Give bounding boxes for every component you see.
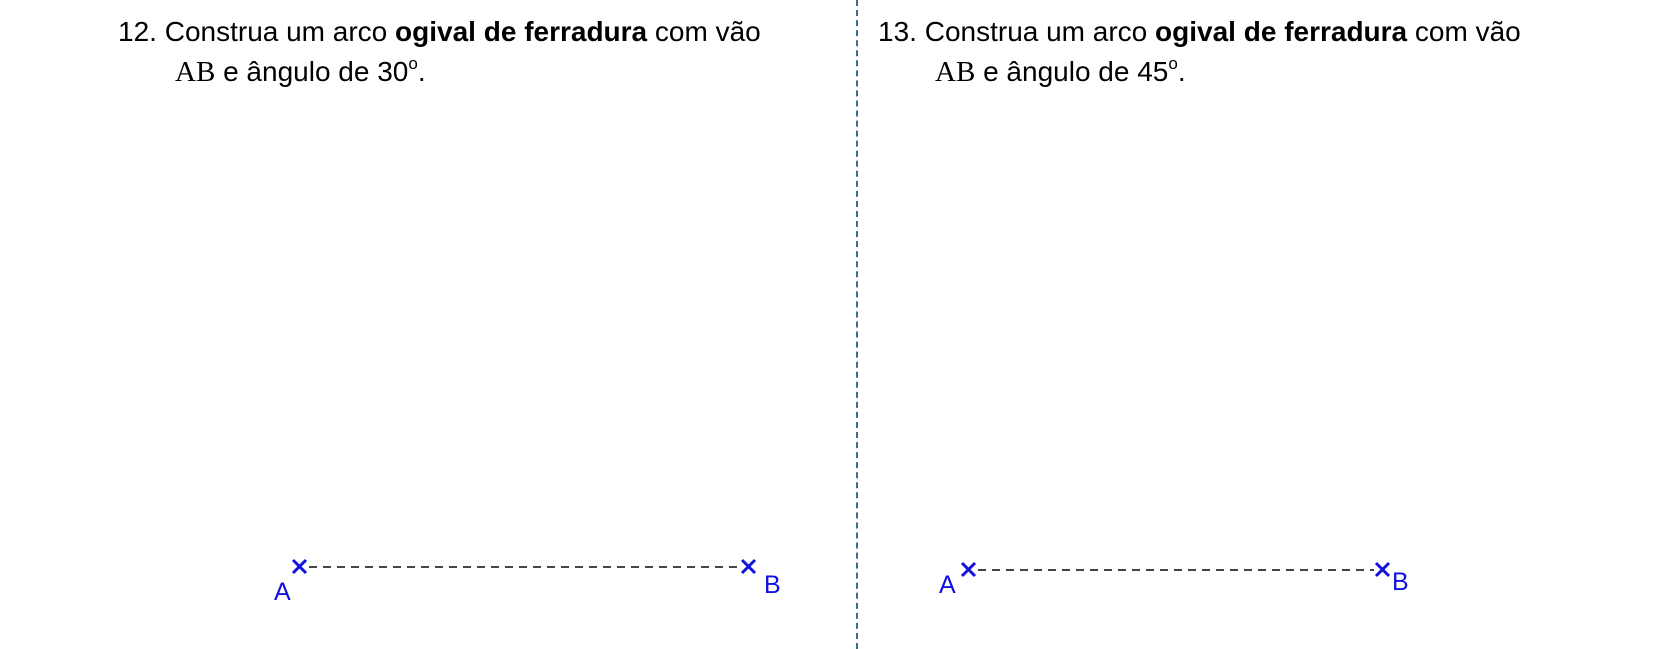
figure-12 [274, 560, 781, 606]
point-b-marker [742, 560, 755, 573]
sentence-end: . [1177, 56, 1186, 87]
degree-symbol: o [1168, 54, 1178, 73]
exercise-text-after: com vão [654, 16, 761, 47]
angle-value: 45 [1137, 56, 1169, 87]
exercise-bold-term: ogival de ferradura [1155, 16, 1408, 47]
degree-symbol: o [408, 54, 418, 73]
exercise-number: 12. [118, 16, 157, 47]
point-a-label: A [274, 578, 291, 606]
point-a-label: A [939, 571, 956, 599]
point-a-marker [293, 560, 306, 573]
point-a-marker [962, 563, 975, 576]
angle-value: 30 [377, 56, 409, 87]
exercise-text-before: Construa um arco [164, 16, 388, 47]
point-b-marker [1376, 563, 1389, 576]
exercise-number: 13. [878, 16, 917, 47]
figure-13 [939, 563, 1409, 599]
exercise-text-after: com vão [1414, 16, 1521, 47]
point-b-label: B [764, 571, 781, 599]
exercise-text-before: Construa um arco [924, 16, 1148, 47]
segment-ab: AB [935, 56, 976, 88]
sentence-end: . [417, 56, 426, 87]
angle-prefix: e ângulo de [223, 56, 370, 87]
exercise-bold-term: ogival de ferradura [395, 16, 648, 47]
segment-ab: AB [175, 56, 216, 88]
angle-prefix: e ângulo de [983, 56, 1130, 87]
point-b-label: B [1392, 568, 1409, 596]
